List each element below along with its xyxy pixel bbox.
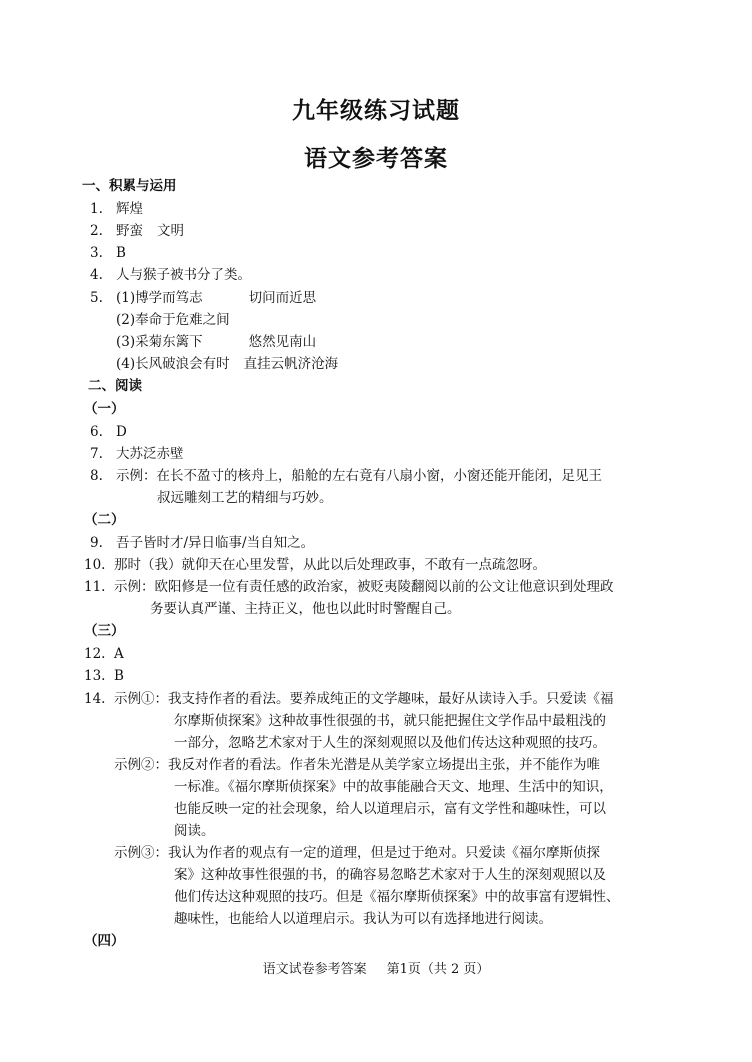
answer-13 <box>84 666 124 686</box>
answer-text: 我认为作者的观点有一定的道理，但是过于绝对。只爱读《福尔摩斯侦探 <box>168 845 600 861</box>
item-label: (2) <box>116 312 136 328</box>
answer-14-example-2-line: 也能反映一定的社会现象，给人以道理启示，富有文学性和趣味性，可以 <box>174 801 606 817</box>
answer-14-example-3-line: 案》这种故事性很强的书，的确容易忽略艺术家对于人生的深刻观照以及 <box>174 867 606 883</box>
answer-text: 野蛮 <box>116 223 143 239</box>
section-heading-1: 一、积累与运用 <box>82 178 177 194</box>
question-number: 10. <box>84 557 106 573</box>
answer-text: 直挂云帆济沧海 <box>243 356 339 372</box>
question-number: 9. <box>90 535 103 551</box>
answer-14-example-1 <box>84 689 614 709</box>
answer-text: 文明 <box>157 223 184 239</box>
page-subtitle: 语文参考答案 <box>304 146 448 172</box>
item-label: (4) <box>116 356 136 372</box>
answer-14-example-2-line: 一标准。《福尔摩斯侦探案》中的故事能融合天文、地理、生活中的知识， <box>174 779 613 795</box>
question-number: 4. <box>90 267 103 283</box>
answer-text: 长风破浪会有时 <box>135 356 230 372</box>
answer-text: 人与猴子被书分了类。 <box>116 267 251 283</box>
answer-text: 辉煌 <box>116 201 143 217</box>
answer-11 <box>84 577 614 597</box>
footer-page-number: 第1页（共 2 页） <box>386 962 490 977</box>
answer-text: A <box>114 646 124 662</box>
question-number: 12. <box>84 646 106 662</box>
answer-4 <box>90 265 251 285</box>
answer-14-example-3-line: 他们传达这种观照的技巧。但是《福尔摩斯侦探案》中的故事富有逻辑性、 <box>174 889 620 905</box>
question-number: 8. <box>90 468 103 484</box>
question-number: 3. <box>90 245 103 261</box>
answer-3 <box>90 243 126 263</box>
part-heading-2: （二） <box>84 512 125 528</box>
answer-14-example-1-line: 尔摩斯侦探案》这种故事性很强的书，就只能把握住文学作品中最粗浅的 <box>174 713 606 729</box>
answer-text: 大苏泛赤壁 <box>116 446 184 462</box>
answer-text: B <box>116 245 126 261</box>
answer-5-item-1 <box>90 288 316 308</box>
item-label: (1) <box>116 290 136 306</box>
answer-14-example-3-line: 趣味性，也能给人以道理启示。我认为可以有选择地进行阅读。 <box>174 911 552 927</box>
example-label: 示例②： <box>114 757 168 773</box>
example-label: 示例③： <box>114 845 168 861</box>
question-number: 11. <box>84 579 106 595</box>
question-number: 7. <box>90 446 103 462</box>
part-heading-4: （四） <box>84 933 125 949</box>
question-number: 14. <box>84 691 106 707</box>
answer-5-item-2 <box>116 310 230 330</box>
footer-doc-title: 语文试卷参考答案 <box>262 962 367 977</box>
answer-6 <box>90 422 127 442</box>
answer-text: 示例：在长不盈寸的核舟上，船舱的左右竟有八扇小窗，小窗还能开能闭，足见王 <box>116 468 602 484</box>
question-number: 13. <box>84 668 106 684</box>
answer-text: 我反对作者的看法。作者朱光潜是从美学家立场提出主张，并不能作为唯 <box>168 757 600 773</box>
page-title: 九年级练习试题 <box>292 98 460 124</box>
answer-text: 采菊东篱下 <box>135 334 203 350</box>
section-heading-2: 二、阅读 <box>88 378 142 394</box>
answer-text: 博学而笃志 <box>135 290 203 306</box>
question-number: 2. <box>90 223 103 239</box>
answer-text: 我支持作者的看法。要养成纯正的文学趣味，最好从读诗入手。只爱读《福 <box>168 691 614 707</box>
answer-text: 奉命于危难之间 <box>135 312 230 328</box>
question-number: 6. <box>90 424 103 440</box>
answer-7 <box>90 444 184 464</box>
item-label: (3) <box>116 334 136 350</box>
part-heading-1: （一） <box>84 401 125 417</box>
question-number: 1. <box>90 201 103 217</box>
answer-text: 切问而近思 <box>248 290 317 306</box>
answer-8-continued: 叔远雕刻工艺的精细与巧妙。 <box>157 490 333 506</box>
answer-14-example-2-line: 阅读。 <box>174 823 215 839</box>
answer-11-continued: 务要认真严谨、主持正义，他也以此时时警醒自己。 <box>150 601 461 617</box>
answer-9 <box>90 533 314 553</box>
answer-5-item-4 <box>116 354 338 374</box>
answer-text: B <box>114 668 124 684</box>
answer-text: 吾子皆时才/异日临事/当自知之。 <box>116 535 315 551</box>
answer-5-item-3 <box>116 332 316 352</box>
answer-14-example-1-line: 一部分，忽略艺术家对于人生的深刻观照以及他们传达这种观照的技巧。 <box>174 735 606 751</box>
answer-12 <box>84 644 124 664</box>
answer-14-example-3 <box>114 843 600 863</box>
answer-text: 示例：欧阳修是一位有责任感的政治家，被贬夷陵翻阅以前的公文让他意识到处理政 <box>114 579 614 595</box>
page-footer <box>0 958 752 977</box>
example-label: 示例①： <box>114 691 168 707</box>
answer-10 <box>84 555 546 575</box>
answer-1 <box>90 199 143 219</box>
answer-text: 那时（我）就仰天在心里发誓，从此以后处理政事，不敢有一点疏忽呀。 <box>114 557 546 573</box>
answer-14-example-2 <box>114 755 600 775</box>
answer-2 <box>90 221 184 241</box>
answer-text: 悠然见南山 <box>248 334 317 350</box>
answer-text: D <box>116 424 127 440</box>
part-heading-3: （三） <box>84 623 125 639</box>
question-number: 5. <box>90 290 103 306</box>
answer-8 <box>90 466 602 486</box>
